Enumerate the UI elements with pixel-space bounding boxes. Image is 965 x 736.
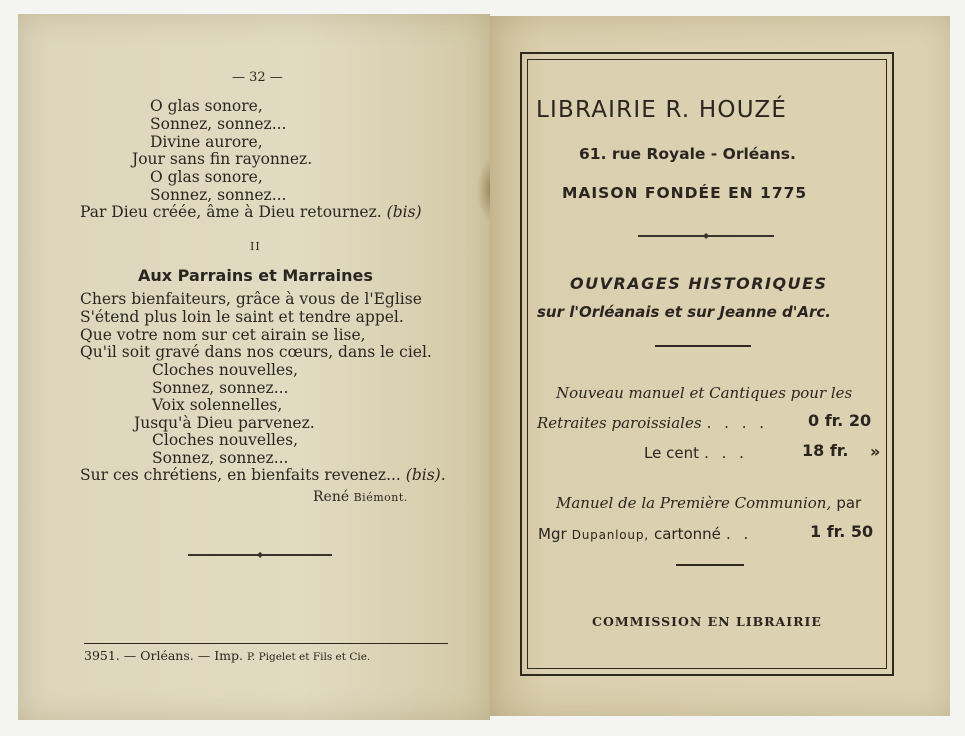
leader-dots: . . . xyxy=(704,444,748,462)
works-title: OUVRAGES HISTORIQUES xyxy=(570,274,828,293)
item2-title-row xyxy=(556,493,861,512)
printer-footer xyxy=(84,648,370,663)
item1-title-line2: Retraites paroissiales xyxy=(537,414,702,432)
author-first-name: René xyxy=(313,489,350,505)
item1-cent-row xyxy=(644,443,748,462)
item2-author-prefix: Mgr xyxy=(538,525,567,543)
verse-line: Voix solennelles, xyxy=(152,396,283,414)
commission-line: COMMISSION EN LIBRAIRIE xyxy=(592,614,822,629)
author-signature xyxy=(313,489,408,505)
ornament-knot: ◆ xyxy=(257,550,264,559)
verse-text: Par Dieu créée, âme à Dieu retournez. xyxy=(80,203,382,221)
bookshop-address: 61. rue Royale - Orléans. xyxy=(579,145,796,163)
verse-line: Sonnez, sonnez... xyxy=(150,115,287,133)
leader-dots: . . . . xyxy=(706,414,769,432)
cent-label: Le cent xyxy=(644,444,699,462)
ditto-mark: » xyxy=(870,442,881,461)
item2-author: Dupanloup, xyxy=(571,528,649,542)
ornament-rule xyxy=(638,231,774,240)
verse-line: Cloches nouvelles, xyxy=(152,361,299,379)
verse-line xyxy=(80,204,422,222)
page-number: — 32 — xyxy=(232,70,283,85)
item2-price: 1 fr. 50 xyxy=(810,522,874,541)
footer-number: 3951. — Orléans. — Imp. xyxy=(84,648,243,663)
verse-line: Chers bienfaiteurs, grâce à vous de l'Eglise xyxy=(80,290,422,308)
item1-row xyxy=(537,413,768,432)
bookshop-title: LIBRAIRIE R. HOUZÉ xyxy=(536,97,788,123)
author-last-name: Biémont. xyxy=(353,491,408,504)
bis-marker: (bis). xyxy=(405,466,446,484)
verse-line: Sonnez, sonnez... xyxy=(152,379,289,397)
ornament-knot: ◆ xyxy=(703,231,710,240)
founded-line: MAISON FONDÉE EN 1775 xyxy=(562,184,808,202)
verse-line: Divine aurore, xyxy=(150,133,263,151)
divider-rule xyxy=(676,564,744,566)
verse-line xyxy=(80,467,446,485)
item2-binding: cartonné xyxy=(653,525,721,543)
footer-imprint: P. Pigelet et Fils et Cie. xyxy=(246,651,371,663)
verse-line: Jusqu'à Dieu parvenez. xyxy=(134,414,315,432)
item2-par: par xyxy=(836,494,862,512)
verse-line: S'étend plus loin le saint et tendre appel. xyxy=(80,308,404,326)
divider-rule xyxy=(655,345,751,347)
verse-line: Que votre nom sur cet airain se lise, xyxy=(80,326,366,344)
item2-author-row xyxy=(538,524,752,543)
item2-title: Manuel de la Première Communion, xyxy=(556,494,832,512)
verse-line: Cloches nouvelles, xyxy=(152,431,299,449)
item1-price: 0 fr. 20 xyxy=(808,411,872,430)
verse-line: Jour sans fin rayonnez. xyxy=(132,150,313,168)
item1-cent-price: 18 fr. xyxy=(802,441,849,460)
verse-line: Sonnez, sonnez... xyxy=(152,449,289,467)
item1-title-line1: Nouveau manuel et Cantiques pour les xyxy=(556,384,853,402)
works-subtitle: sur l'Orléanais et sur Jeanne d'Arc. xyxy=(537,303,831,321)
verse-text: Sur ces chrétiens, en bienfaits revenez... xyxy=(80,466,401,484)
verse-line: Sonnez, sonnez... xyxy=(150,186,287,204)
leader-dots: . . xyxy=(725,525,753,543)
section-title: Aux Parrains et Marraines xyxy=(138,266,373,285)
ornament-rule xyxy=(188,550,332,559)
section-number: II xyxy=(250,240,261,253)
verse-line: O glas sonore, xyxy=(150,97,263,115)
verse-line: O glas sonore, xyxy=(150,168,263,186)
footer-rule xyxy=(84,643,448,644)
bis-marker: (bis) xyxy=(386,203,422,221)
verse-line: Qu'il soit gravé dans nos cœurs, dans le ciel. xyxy=(80,343,432,361)
